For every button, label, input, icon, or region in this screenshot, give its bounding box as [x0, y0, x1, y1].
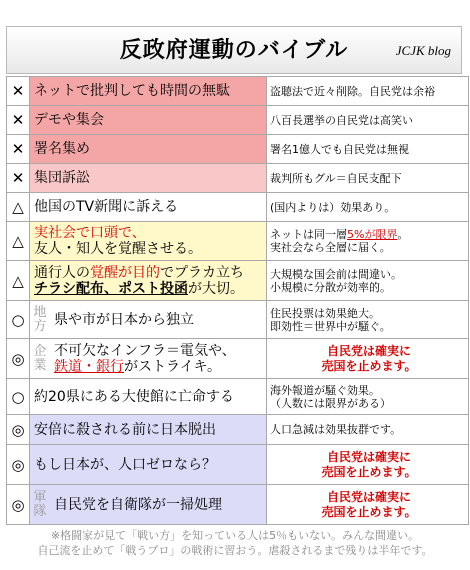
- table-row: [7, 135, 469, 164]
- table-row: [7, 445, 469, 485]
- note-cell: 人口急減は効果抜群です。: [267, 415, 469, 445]
- page-title: 反政府運動のバイブル: [119, 37, 349, 63]
- note-cell: 自民党は確実に 売国を止めます。: [267, 339, 469, 379]
- table-row: [7, 379, 469, 415]
- table-row: [7, 415, 469, 445]
- table-row: [7, 339, 469, 379]
- rating-mark: ◎: [7, 415, 30, 445]
- note-cell: 署名1億人でも自民党は無視: [267, 135, 469, 164]
- table-row: [7, 164, 469, 193]
- action-cell: 署名集め: [30, 135, 267, 164]
- footer-note: [0, 528, 470, 558]
- table-row: [7, 77, 469, 106]
- action-cell: ネットで批判しても時間の無駄: [30, 77, 267, 106]
- action-cell: デモや集会: [30, 106, 267, 135]
- rating-mark: ◎: [7, 485, 30, 525]
- rating-mark: ◎: [7, 445, 30, 485]
- header-banner: [6, 26, 462, 74]
- blog-brand: JCJK blog: [395, 43, 451, 58]
- table-row: [7, 261, 469, 301]
- action-cell: 安倍に殺される前に日本脱出: [30, 415, 267, 445]
- note-cell: ネットは同一層5%が限界。 実社会なら全層に届く。: [267, 222, 469, 261]
- action-cell: 他国のTV新聞に訴える: [30, 193, 267, 222]
- action-cell: もし日本が、人口ゼロなら？: [30, 445, 267, 485]
- note-cell: 八百長選挙の自民党は高笑い: [267, 106, 469, 135]
- note-cell: (国内よりは）効果あり。: [267, 193, 469, 222]
- rating-mark: △: [7, 193, 30, 222]
- category-label: 地 方: [33, 304, 47, 334]
- note-cell: 盗聴法で近々削除。自民党は余裕: [267, 77, 469, 106]
- action-cell: 企 業 不可欠なインフラ＝電気や、 鉄道・銀行がストライキ。: [30, 339, 267, 379]
- note-cell: 海外報道が騒ぐ効果。 （人数には限界がある）: [267, 379, 469, 415]
- footer-line: ※格闘家が見て「戦い方」を知っている人は5％もいない。みんな間違い。: [50, 529, 420, 542]
- action-cell: 約20県にある大使館に亡命する: [30, 379, 267, 415]
- rating-mark: ✕: [7, 135, 30, 164]
- action-cell: 実社会で口頭で、 友人・知人を覚醒させる。: [30, 222, 267, 261]
- note-cell: 住民投票は効果絶大。 即効性＝世界中が騒ぐ。: [267, 301, 469, 339]
- rating-mark: ✕: [7, 164, 30, 193]
- rating-mark: ✕: [7, 106, 30, 135]
- rating-mark: △: [7, 261, 30, 301]
- footer-line: 自己流を止めて「戦うプロ」の戦術に習おう。虐殺されるまで残りは半年です。: [37, 544, 433, 557]
- rating-mark: △: [7, 222, 30, 261]
- action-cell: 地 方 県や市が日本から独立: [30, 301, 267, 339]
- rating-mark: ✕: [7, 77, 30, 106]
- note-cell: 自民党は確実に 売国を止めます。: [267, 485, 469, 525]
- table-row: [7, 222, 469, 261]
- rating-mark: ◎: [7, 339, 30, 379]
- table-row: [7, 301, 469, 339]
- action-cell: 軍 隊 自民党を自衛隊が一掃処理: [30, 485, 267, 525]
- table-row: [7, 193, 469, 222]
- category-label: 軍 隊: [33, 489, 47, 519]
- note-cell: 自民党は確実に 売国を止めます。: [267, 445, 469, 485]
- note-cell: 裁判所もグル＝自民支配下: [267, 164, 469, 193]
- action-cell: 集団訴訟: [30, 164, 267, 193]
- category-label: 企 業: [33, 343, 47, 373]
- table-row: [7, 106, 469, 135]
- note-cell: 大規模な国会前は間違い。 小規模に分散が効率的。: [267, 261, 469, 301]
- action-cell: 通行人の覚醒が目的でプラカ立ち チラシ配布、ポスト投函が大切。: [30, 261, 267, 301]
- strategy-table: [6, 76, 469, 525]
- rating-mark: ○: [7, 379, 30, 415]
- table-row: [7, 485, 469, 525]
- rating-mark: ○: [7, 301, 30, 339]
